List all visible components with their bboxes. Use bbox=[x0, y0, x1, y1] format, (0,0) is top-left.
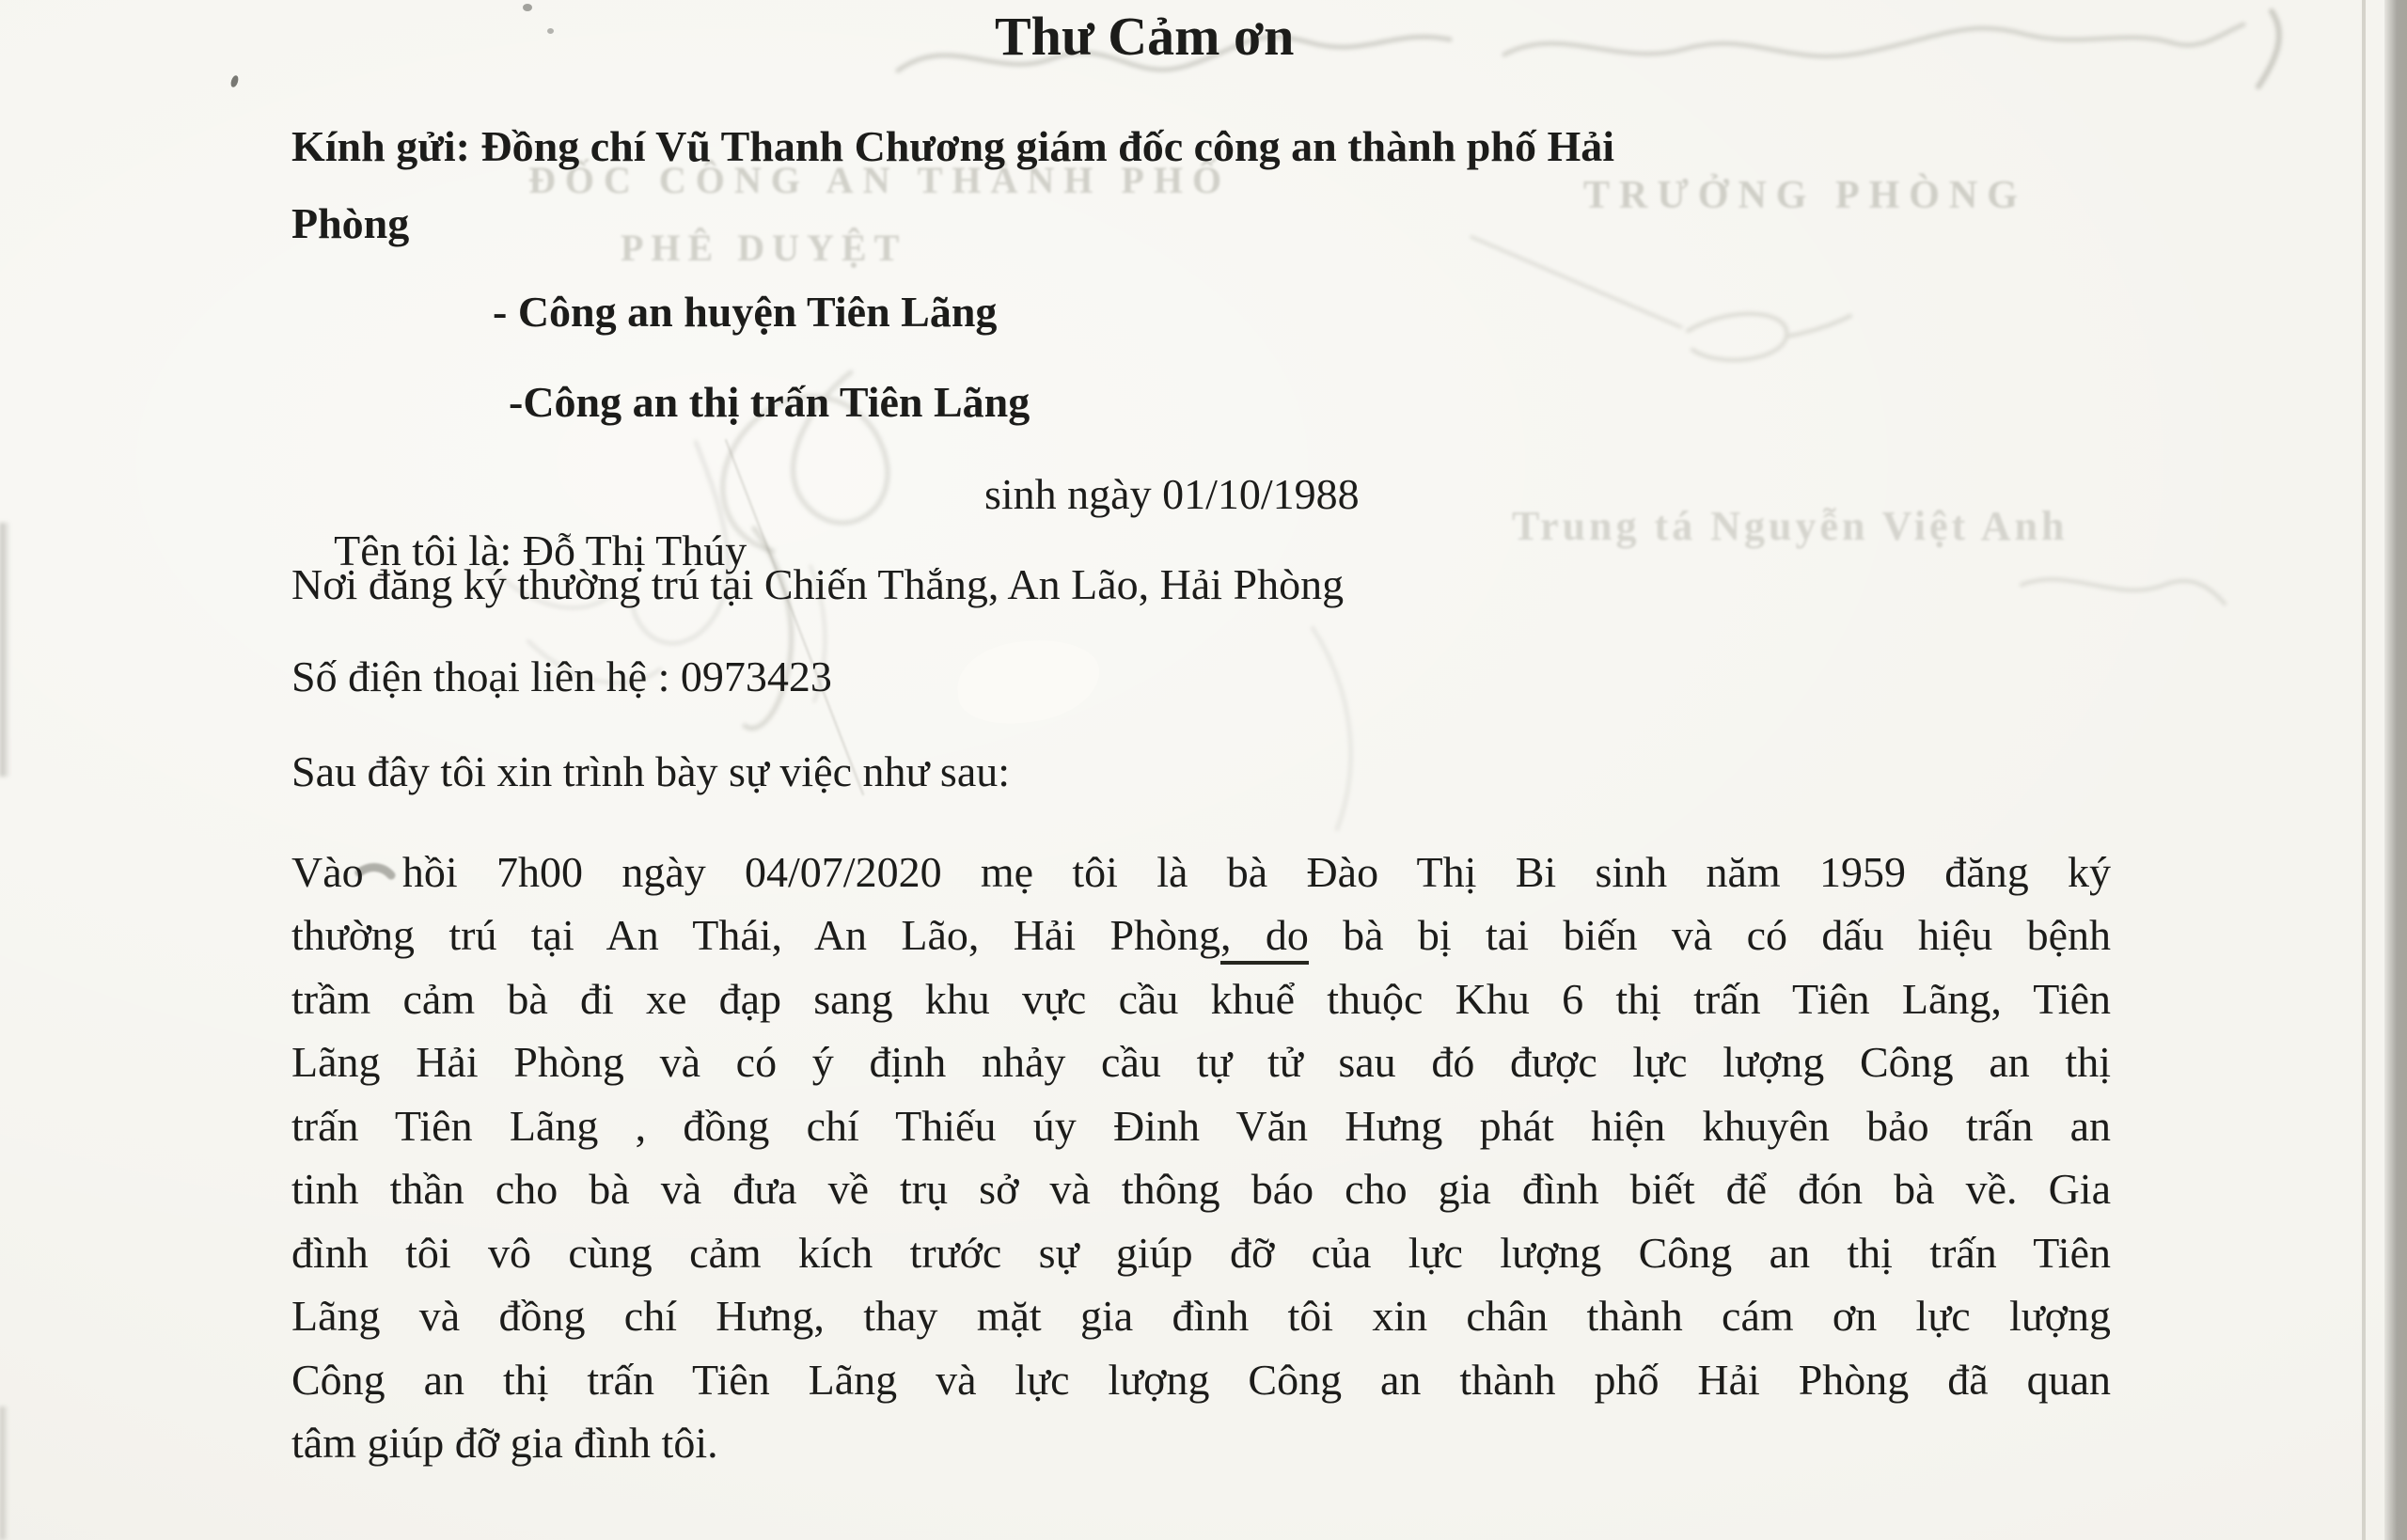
letter-title: Thư Cảm ơn bbox=[995, 6, 1295, 67]
recipient-line-1: Kính gửi: Đồng chí Vũ Thanh Chương giám đốc công an thành phố Hải bbox=[291, 122, 1615, 170]
sender-address: Nơi đăng ký thường trú tại Chiến Thắng, An Lão, Hải Phòng bbox=[291, 560, 1345, 608]
recipient-line-2: Phòng bbox=[291, 199, 410, 247]
body-line-2-pre: thường trú tại An Thái, An Lão, Hải Phòng bbox=[291, 911, 1221, 959]
body-line-4: Lãng Hải Phòng và có ý định nhảy cầu tự tử sau đó được lực lượng Công an thị bbox=[291, 1038, 2111, 1086]
body-line-9: Công an thị trấn Tiên Lãng và lực lượng Công an thành phố Hải Phòng đã quan bbox=[291, 1356, 2111, 1404]
ink-speck bbox=[523, 4, 532, 11]
body-line-6: tinh thần cho bà và đưa về trụ sở và thông báo cho gia đình biết để đón bà về. Gia bbox=[291, 1165, 2111, 1213]
body-line-8: Lãng và đồng chí Hưng, thay mặt gia đình tôi xin chân thành cám ơn lực lượng bbox=[291, 1292, 2111, 1340]
scan-left-smudge bbox=[0, 523, 10, 777]
recipient-cc-huyen: - Công an huyện Tiên Lãng bbox=[493, 288, 998, 336]
ink-speck bbox=[547, 28, 554, 34]
ghost-stamp-phe-duyet: PHÊ DUYỆT bbox=[621, 227, 907, 269]
sender-dob: sinh ngày 01/10/1988 bbox=[984, 470, 1360, 518]
sender-phone: Số điện thoại liên hệ : 0973423 bbox=[291, 652, 832, 700]
statement-lead: Sau đây tôi xin trình bày sự việc như sau: bbox=[291, 747, 1011, 795]
body-line-2 bbox=[291, 904, 2111, 967]
ghost-officer-name: Trung tá Nguyễn Việt Anh bbox=[1512, 503, 2069, 549]
recipient-cc-thitran: -Công an thị trấn Tiên Lãng bbox=[509, 378, 1030, 426]
body-line-7: đình tôi vô cùng cảm kích trước sự giúp đỡ của lực lượng Công an thị trấn Tiên bbox=[291, 1229, 2111, 1277]
whiteout-patch bbox=[953, 634, 1104, 729]
body-line-2-underlined: , do bbox=[1220, 911, 1309, 965]
scan-left-smudge bbox=[0, 1406, 8, 1540]
body-line-2-post: bà bị tai biến và có dấu hiệu bệnh bbox=[1308, 911, 2111, 959]
ink-speck bbox=[229, 74, 240, 88]
ghost-stamp-cong-an-thanh-pho: ĐỐC CÔNG AN THÀNH PHỐ bbox=[528, 159, 1232, 201]
sender-name: Tên tôi là: Đỗ Thị Thúy bbox=[334, 526, 747, 574]
body-line-5: trấn Tiên Lãng , đồng chí Thiếu úy Đinh Văn Hưng phát hiện khuyên bảo trấn an bbox=[291, 1102, 2111, 1150]
scan-edge-shadow bbox=[2384, 0, 2407, 1540]
body-line-10: tâm giúp đỡ gia đình tôi. bbox=[291, 1419, 718, 1467]
scan-fold-line bbox=[2362, 0, 2366, 1540]
ghost-stamp-truong-phong: TRƯỞNG PHÒNG bbox=[1583, 174, 2027, 217]
body-line-3: trầm cảm bà đi xe đạp sang khu vực cầu khuể thuộc Khu 6 thị trấn Tiên Lãng, Tiên bbox=[291, 975, 2111, 1023]
body-line-1: Vào hồi 7h00 ngày 04/07/2020 mẹ tôi là bà Đào Thị Bi sinh năm 1959 đăng ký bbox=[291, 848, 2111, 896]
